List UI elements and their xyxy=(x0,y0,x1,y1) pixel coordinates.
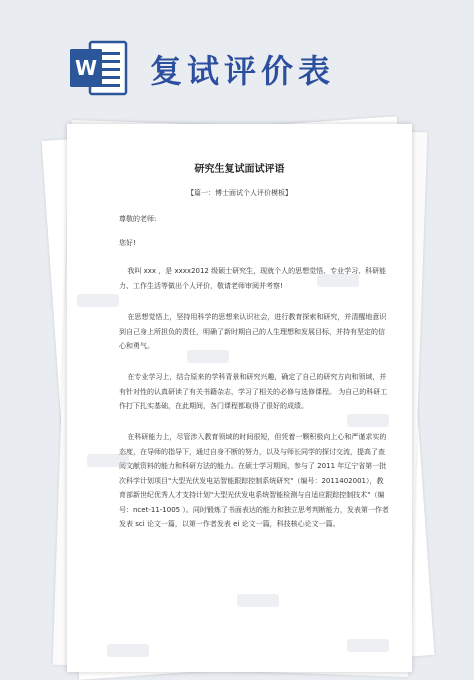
document-title: 研究生复试面试评语 xyxy=(194,164,285,175)
svg-text:W: W xyxy=(74,56,98,80)
watermark xyxy=(77,294,119,307)
paragraph-study: 在专业学习上，结合原来的学科背景和研究兴趣，确定了自己的研究方向和领域，并有针对性的认真研读了有关书籍杂志，学习了相关的必修与选修课程。 为自己的科研工作打下扎实基础，在此期间，各门课程都取得了很好的成绩。 xyxy=(119,373,388,410)
paragraph-intro: 我叫 xxx ，是 xxxx2012 级硕士研究生，现就个人的思想觉悟、专业学习、科研能力、工作生活等做出个人评价，敬请老师审阅并考察! xyxy=(119,267,387,290)
watermark xyxy=(347,414,389,427)
document-subtitle: 【篇一：博士面试个人评价模板】 xyxy=(187,189,292,197)
paragraph-ideology: 在思想觉悟上，坚持用科学的思想来认识社会，进行教育探索和研究，并清醒地意识到自己身上所担负的责任，明确了新时期自己的人生理想和发展目标，并持有坚定的信心和勇气。 xyxy=(119,313,387,350)
watermark xyxy=(107,644,149,657)
word-icon xyxy=(68,38,128,98)
document-type-label: 复试评价表 xyxy=(150,52,336,90)
watermark xyxy=(237,594,279,607)
salutation: 尊敬的老师: xyxy=(119,215,157,223)
paragraph-research: 在科研能力上，尽管涉入教育领域的时间很短，但凭着一颗积极向上心和严谨求实的态度，在导师的指导下，通过自身不断的努力，以及与师长同学的探讨交流，提高了查阅文献资料的能力和科研方法的能力。在硕士学习期间，参与了 2011 年辽宁省第一批次科学计划项目"大型光伏发电站智能跟踪控制系统研究"（编号：2011402001），教育部新世纪优秀人才支持计划"大型光伏发电系统智能检测与自适应跟踪控制技术"（编号：ncet-11-1005 ）。同时锻炼了书面表达的能力和独立思考判断能力，发表第一作者发表 sci 论文一篇，以第一作者发表 ei 论文一篇，科技核心论文一篇。 xyxy=(119,433,389,528)
watermark xyxy=(347,639,389,652)
document-page xyxy=(67,124,412,672)
greeting: 您好! xyxy=(119,239,136,247)
header-banner xyxy=(0,0,474,115)
